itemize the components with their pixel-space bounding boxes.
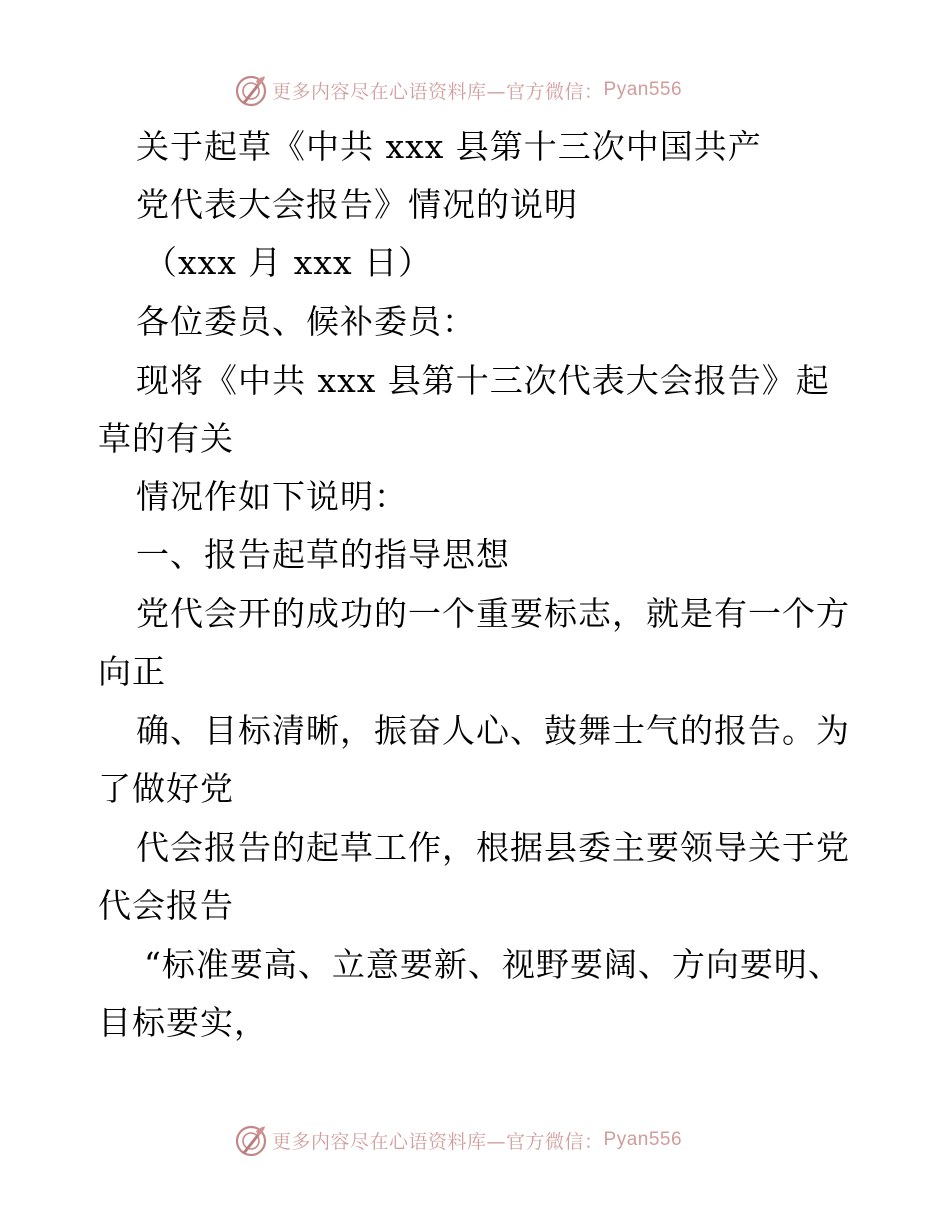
watermark-text: 更多内容尽在心语资料库—官方微信： [272, 1130, 604, 1153]
body-line: 确、目标清晰，振奋人心、鼓舞士气的报告。为 [136, 711, 850, 750]
body-line: 代会报告 [98, 886, 234, 925]
body-line: 目标要实， [98, 1003, 268, 1042]
date-line: （xxx 月 xxx 日） [144, 243, 433, 282]
watermark-text: 更多内容尽在心语资料库—官方微信： [272, 80, 604, 103]
body-line: 情况作如下说明： [136, 477, 408, 516]
body-line: 了做好党 [98, 769, 234, 808]
watermark-footer [234, 1122, 682, 1158]
watermark-header [234, 72, 682, 108]
section-heading: 一、报告起草的指导思想 [136, 535, 510, 574]
body-line: 现将《中共 xxx 县第十三次代表大会报告》起 [136, 361, 830, 400]
body-line: 草的有关 [98, 419, 234, 458]
watermark-id: Pyan556 [603, 1129, 683, 1150]
title-line-1: 关于起草《中共 xxx 县第十三次中国共产 [136, 127, 762, 166]
body-line: “标准要高、立意要新、视野要阔、方向要明、 [144, 945, 842, 984]
quill-logo-icon [234, 73, 268, 107]
body-line: 代会报告的起草工作，根据县委主要领导关于党 [136, 828, 850, 867]
body-line: 党代会开的成功的一个重要标志，就是有一个方 [136, 594, 850, 633]
salutation: 各位委员、候补委员： [136, 302, 476, 341]
watermark-id: Pyan556 [603, 79, 683, 100]
quill-logo-icon [234, 1123, 268, 1157]
title-line-2: 党代表大会报告》情况的说明 [136, 185, 578, 224]
body-line: 向正 [98, 652, 166, 691]
